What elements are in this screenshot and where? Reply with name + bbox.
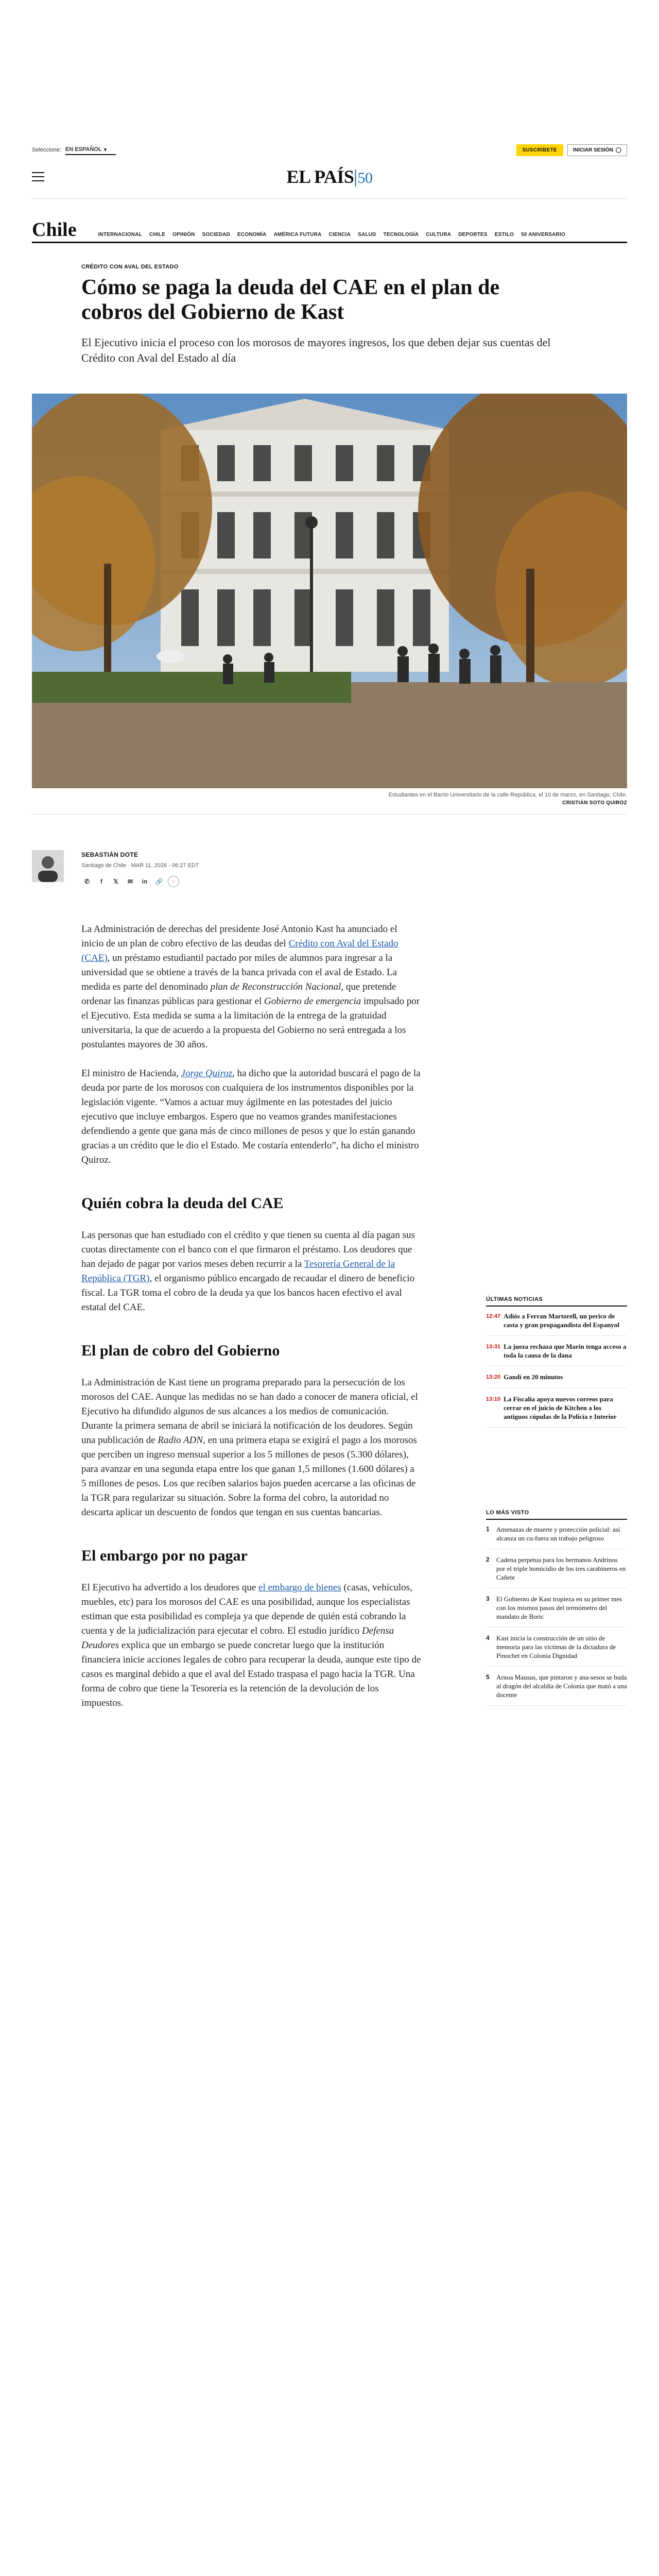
header-divider — [32, 198, 627, 199]
list-item[interactable]: 1 Amenazas de muerte y protección policial: así alcanza un cu-fuera un trabajo peligroso — [486, 1525, 627, 1549]
edition-label: Seleccione: — [32, 147, 61, 153]
chevron-down-icon: ▾ — [103, 146, 107, 153]
facebook-icon[interactable]: f — [100, 878, 102, 885]
list-item[interactable]: 12:47 Adiós a Ferran Martorell, un perico de casta y gran propagandista del Espanyol — [486, 1312, 627, 1336]
section-title[interactable]: Chile — [32, 219, 77, 241]
share-bar — [81, 876, 179, 887]
account-actions — [516, 144, 627, 156]
section-heading: Quién cobra la deuda del CAE — [81, 1195, 284, 1212]
list-item[interactable]: 13:20 Gandí en 20 minutos — [486, 1372, 627, 1388]
inline-link[interactable]: Tesorería General de la República (TGR) — [81, 1259, 395, 1284]
caption-text: Estudiantes en el Barrio Universitario de la calle República, el 10 de marzo, en Santiago, Chile. — [388, 792, 627, 798]
edition-value: EN ESPAÑOL — [65, 146, 102, 152]
subscribe-button[interactable]: SUSCRÍBETE — [516, 144, 563, 156]
list-item[interactable]: 5 Arnoa Mausus, que pintaron y ana-sesos se buda al dragón del alcaldía de Colonia que mató a una docente — [486, 1673, 627, 1706]
section-nav-item[interactable]: DEPORTES — [458, 232, 488, 238]
site-logo[interactable] — [287, 166, 373, 188]
edition-selector — [32, 145, 116, 155]
section-nav-item[interactable]: AMÉRICA FUTURA — [273, 232, 322, 238]
whatsapp-icon[interactable]: ✆ — [84, 878, 90, 885]
article-date: Santiago de Chile · MAR 11, 2026 - 06:27 EDT — [81, 862, 199, 869]
user-icon: ◯ — [615, 147, 621, 153]
section-nav-item[interactable]: CIENCIA — [328, 232, 351, 238]
paragraph: Las personas que han estudiado con el crédito y que tienen su cuenta al día pagan sus cuotas directamente con el banco con el que firmaron el préstamo. Los deudores que han dejado de pagar por varios meses deben recurrir a la Tesorería General de la República (TGR), el organismo público encargado de recaudar el dinero de beneficio fiscal. La TGR toma el cobro de la deuda ya que los bancos hacen efectivo el aval estatal del CAE. — [81, 1230, 415, 1313]
section-nav-list — [98, 232, 565, 242]
hero-image — [32, 394, 627, 788]
latest-news — [486, 1296, 627, 1434]
inline-link[interactable]: Crédito con Aval del Estado (CAE) — [81, 938, 398, 963]
section-nav-item[interactable]: 50 ANIVERSARIO — [521, 232, 565, 238]
login-button[interactable] — [567, 144, 627, 156]
comment-icon[interactable]: ◌ — [168, 876, 179, 887]
caption-divider — [32, 814, 627, 815]
hero-caption — [32, 791, 627, 807]
paragraph: La Administración de Kast tiene un programa preparado para la persecución de los morosos del CAE. Aunque las medidas no se han dado a conocer de manera oficial, el Ejecutivo ha difundido algunos de sus alcances a los medios de comunicación. Durante la primera semana de abril se iniciará la notificación de los deudores. Según una publicación de Radio ADN, en una primera etapa se exigirá el pago a los morosos que perciben un ingreso mensual superior a los 5 millones de pesos (5.300 dólares), para avanzar en una segunda etapa entre los que ganan 1,5 millones (1.600 dólares) a 5 millones de pesos. Los que reciben salarios bajos pueden acercarse a las oficinas de la TGR para regularizar su situación. Sobre la forma del cobro, la autoridad no descarta aplicar un descuento de fondos que tengan en sus cuentas bancarias. — [81, 1377, 418, 1518]
edition-dropdown[interactable] — [65, 145, 116, 155]
login-label: INICIAR SESIÓN — [573, 147, 613, 153]
list-item[interactable]: 13:31 La jueza rechaza que Marín tenga acceso a toda la causa de la dana — [486, 1342, 627, 1366]
section-heading: El embargo por no pagar — [81, 1547, 248, 1564]
list-item[interactable]: 4 Kast inicia la construcción de un sitio de memoria para las víctimas de la dictadura de Pinochet en Colonia Dignidad — [486, 1634, 627, 1667]
link-icon[interactable]: 🔗 — [155, 878, 163, 885]
section-nav-item[interactable]: CULTURA — [426, 232, 452, 238]
article-body — [81, 922, 421, 1725]
inline-link[interactable]: Jorge Quiroz — [181, 1068, 233, 1079]
paragraph: La Administración de derechas del presidente José Antonio Kast ha anunciado el inicio de un plan de cobro efectivo de las deudas del Crédito con Aval del Estado (CAE), un préstamo estudiantil pactado por miles de alumnos para ingresar a la universidad que se obtiene a través de la banca privada con el aval de Estado. La medida es parte del denominado plan de Reconstrucción Nacional, que pretende ordenar las finanzas públicas para gestionar el Gobierno de emergencia impulsado por el Ejecutivo. Esta medida se suma a la limitación de la entrega de la gratuidad universitaria, la que de acuerdo a la propuesta del Gobierno no será entregada a los postulantes mayores de 30 años. — [81, 924, 420, 1050]
most-viewed-title: LO MÁS VISTO — [486, 1510, 627, 1520]
section-nav-item[interactable]: OPINIÓN — [172, 232, 195, 238]
email-icon[interactable]: ✉ — [127, 878, 133, 885]
most-viewed — [486, 1510, 627, 1712]
latest-news-title: ÚLTIMAS NOTICIAS — [486, 1296, 627, 1307]
section-nav-item[interactable]: ESTILO — [494, 232, 514, 238]
top-bar — [32, 143, 627, 157]
linkedin-icon[interactable]: in — [142, 878, 148, 885]
caption-credit: CRISTIÁN SOTO QUIROZ — [562, 800, 627, 806]
author-name[interactable]: SEBASTIÁN DOTE — [81, 851, 138, 858]
menu-icon[interactable] — [32, 172, 44, 181]
list-item[interactable]: 2 Cadena perpetua para los hermanos Andrinos por el triple homicidio de los tres carabineros en Cañete — [486, 1555, 627, 1588]
avatar[interactable] — [32, 850, 64, 882]
section-nav-item[interactable]: CHILE — [149, 232, 165, 238]
logo-badge: 50 — [355, 170, 372, 187]
section-nav-item[interactable]: ECONOMÍA — [237, 232, 267, 238]
x-icon[interactable]: 𝕏 — [113, 878, 118, 885]
section-nav-item[interactable]: INTERNACIONAL — [98, 232, 142, 238]
list-item[interactable]: 3 El Gobierno de Kast tropieza en su primer mes con los mismos pasos del termómetro del mandato de Boric — [486, 1595, 627, 1628]
paragraph: El Ejecutivo ha advertido a los deudores que el embargo de bienes (casas, vehículos, muebles, etc) para los morosos del CAE es una posibilidad, aunque los especialistas estiman que esta posibilidad es compleja ya que depende de quién está cobrando la cuenta y de la judicialización para ejecutar el cobro. El estudio jurídico Defensa Deudores explica que un embargo se puede concretar luego que la institución financiera inicie acciones legales de cobro para recuperar la deuda, aunque este tipo de casos es marginal debido a que el aval del Estado traspasa el pago hacia la TGR. Una forma de cobro que tiene la Tesorería es la retención de la devolución de los impuestos. — [81, 1582, 421, 1708]
inline-link[interactable]: el embargo de bienes — [258, 1582, 341, 1593]
logo-text: EL PAÍS — [286, 166, 354, 187]
paragraph: El ministro de Hacienda, Jorge Quiroz, ha dicho que la autoridad buscará el pago de la deuda por parte de los morosos con cualquiera de los instrumentos disponibles por la legislación vigente. “Vamos a actuar muy ágilmente en las potestades del juicio ejecutivo que incluye embargos. Espero que no veamos grandes manifestaciones defendiendo a gente que gana más de cinco millones de pesos y que lo están ganando gracias a un crédito que le dio el Estado. Me costaría entenderlo”, ha dicho el ministro Quiroz. — [81, 1068, 421, 1165]
list-item[interactable]: 13:10 La Fiscalía apoya nuevos correos para cerrar en el juicio de Kitchen a los antiguos cúpulas de la Policía e Interior — [486, 1395, 627, 1428]
article-title: Cómo se paga la deuda del CAE en el plan de cobros del Gobierno de Kast — [81, 276, 500, 324]
section-nav-item[interactable]: SOCIEDAD — [202, 232, 230, 238]
section-nav — [32, 219, 627, 243]
section-nav-item[interactable]: SALUD — [358, 232, 376, 238]
section-nav-item[interactable]: TECNOLOGÍA — [383, 232, 419, 238]
article-subtitle: El Ejecutivo inicia el proceso con los morosos de mayores ingresos, los que deben dejar sus cuentas del Crédito con Aval del Estado al día — [81, 336, 551, 364]
article-kicker[interactable]: CRÉDITO CON AVAL DEL ESTADO — [81, 264, 179, 270]
section-heading: El plan de cobro del Gobierno — [81, 1342, 280, 1359]
